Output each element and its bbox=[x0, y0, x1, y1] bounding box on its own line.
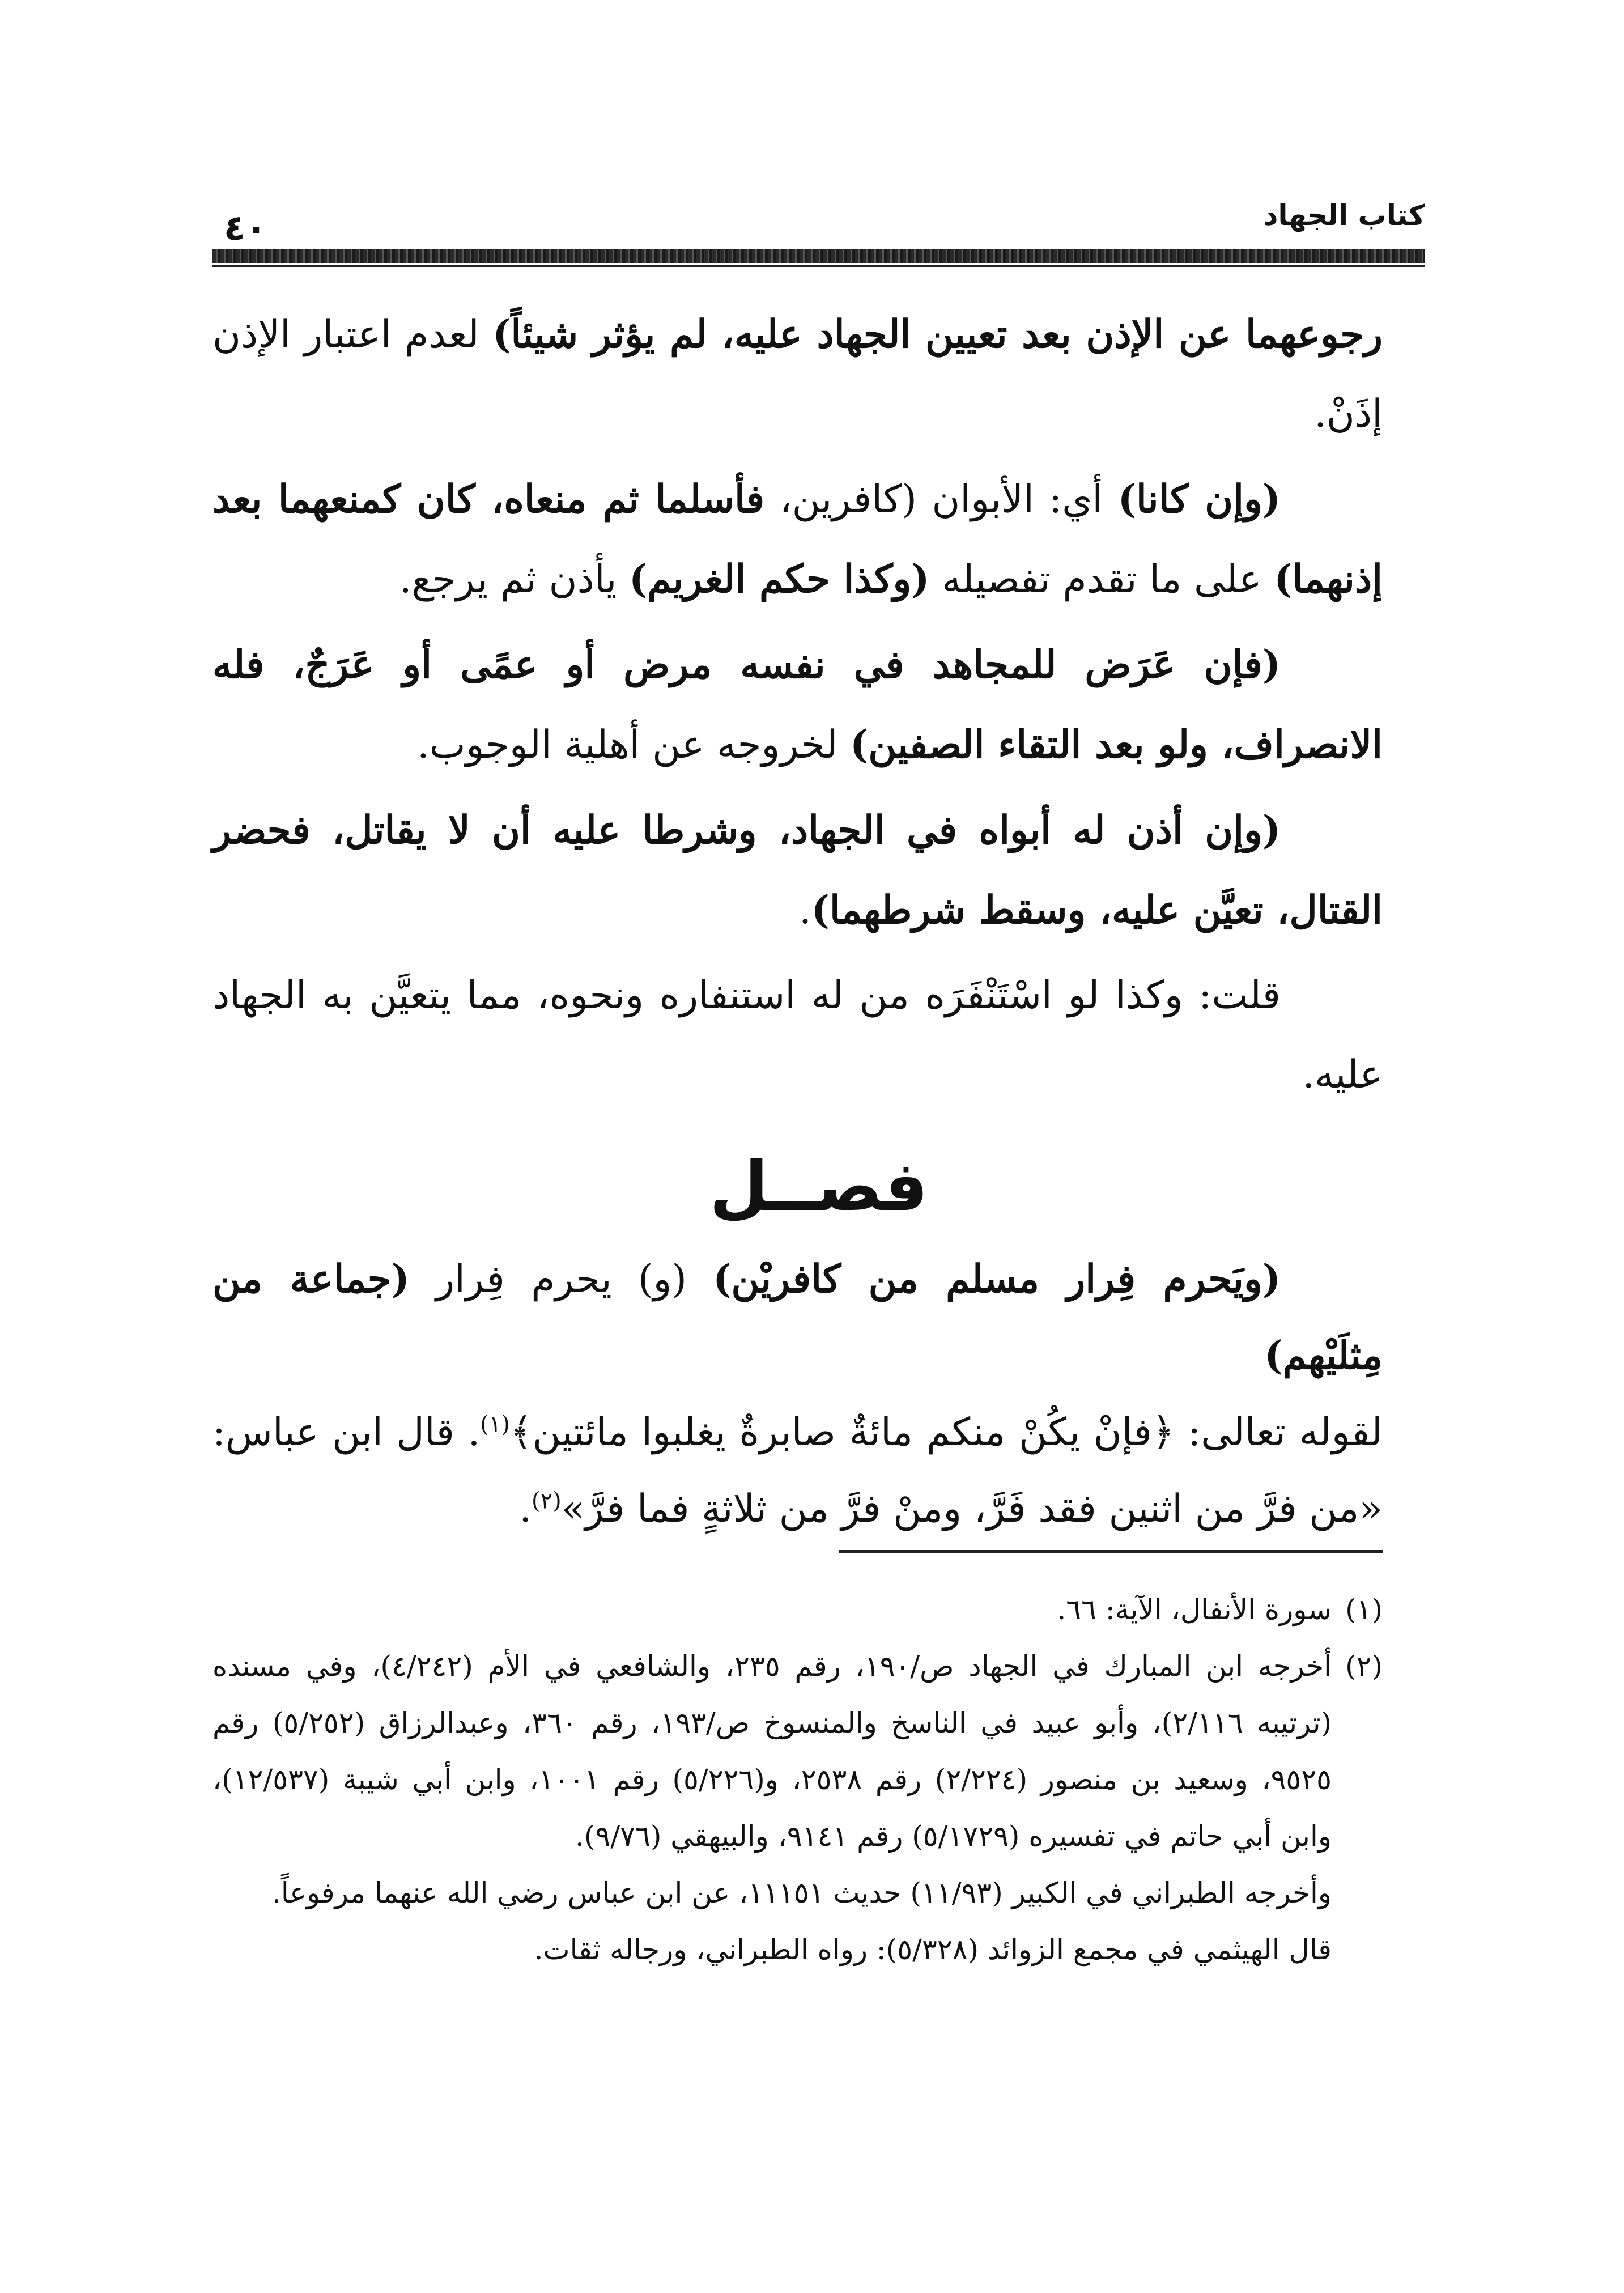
footnote-2-text: أخرجه ابن المبارك في الجهاد ص/١٩٠، رقم ٢٣٥، والشافعي في الأم (٤/٢٤٢)، وفي مسنده (ترتيبه ٢/١١٦)، وأبو عبيد في الناسخ والمنسوخ ص/١٩٣، رقم ٣٦٠، وعبدالرزاق (٥/٢٥٢) رقم ٩٥٢٥، وسعيد بن منصور (٢/٢٢٤) رقم ٢٥٣٨، و(٥/٢٢٦) رقم ١٠٠١، وابن أبي شيبة (١٢/٥٣٧)، وابن أبي حاتم في تفسيره (٥/١٧٢٩) رقم ٩١٤١، والبيهقي (٩/٧٦). bbox=[212, 1650, 1332, 1853]
paragraph-2-bold-3: (وكذا حكم الغريم) bbox=[629, 557, 930, 602]
section-paragraph-1-bold-1: (ويَحرم فِرار مسلم من كافريْن) bbox=[713, 1256, 1281, 1302]
paragraph-3 bbox=[212, 625, 1383, 785]
paragraph-5: قلت: وكذا لو اسْتَنْفَرَه من له استنفاره ونحوه، مما يتعيَّن به الجهاد عليه. bbox=[212, 973, 1383, 1097]
main-text bbox=[212, 295, 1383, 1120]
paragraph-1 bbox=[212, 295, 1383, 454]
section-heading: فصــل bbox=[709, 1148, 928, 1226]
section-text bbox=[212, 1241, 1383, 1547]
footnote-1 bbox=[212, 1581, 1383, 1638]
paragraph-2 bbox=[212, 460, 1383, 619]
paragraph-2-text-3: يأذن ثم يرجع. bbox=[399, 557, 629, 602]
footnote-2 bbox=[212, 1638, 1383, 1865]
section-paragraph-1 bbox=[212, 1241, 1383, 1394]
book-title: كتاب الجهاد bbox=[1263, 199, 1425, 232]
footnote-2-number: (٢) bbox=[1345, 1650, 1383, 1683]
paragraph-2-text-2: على ما تقدم تفصيله bbox=[929, 557, 1274, 602]
footnote-1-number: (١) bbox=[1345, 1593, 1383, 1626]
page-number: ٤٠ bbox=[224, 207, 267, 248]
footnote-1-text: سورة الأنفال، الآية: ٦٦. bbox=[1057, 1593, 1332, 1626]
paragraph-3-bold: (فإن عَرَض للمجاهد في نفسه مرض أو عمًى أو عَرَجٌ، فله الانصراف، ولو بعد التقاء الصفين) bbox=[212, 642, 1383, 767]
paragraph-1-bold: رجوعهما عن الإذن بعد تعيين الجهاد عليه، لم يؤثر شيئاً) bbox=[492, 312, 1383, 357]
header-rule bbox=[212, 249, 1425, 263]
section-paragraph-2-text-3: . bbox=[519, 1487, 532, 1531]
footnote-ref-2: (٢) bbox=[532, 1488, 562, 1514]
section-paragraph-2 bbox=[212, 1394, 1383, 1547]
paragraph-2-bold-1: (وإن كانا) bbox=[1117, 477, 1281, 522]
section-paragraph-2-text-2: . قال ابن عباس: «من فرَّ من اثنين فقد فَرَّ، ومنْ فرَّ من ثلاثةٍ فما فرَّ» bbox=[212, 1410, 1383, 1531]
footnote-separator bbox=[839, 1550, 1383, 1553]
footnote-2-continuation-2: قال الهيثمي في مجمع الزوائد (٥/٣٢٨): رواه الطبراني، ورجاله ثقات. bbox=[534, 1933, 1332, 1966]
footnotes bbox=[212, 1581, 1383, 1978]
paragraph-4-text: . bbox=[799, 888, 811, 933]
paragraph-1-text: لعدم اعتبار الإذن إذَنْ. bbox=[212, 312, 1383, 436]
paragraph-4 bbox=[212, 791, 1383, 950]
footnote-2-continuation-1: وأخرجه الطبراني في الكبير (١١/٩٣) حديث ١١١٥١، عن ابن عباس رضي الله عنهما مرفوعاً. bbox=[271, 1876, 1332, 1909]
header-rule-thin bbox=[212, 265, 1425, 267]
paragraph-2-text-1: أي: الأبوان (كافرين، bbox=[764, 477, 1118, 522]
running-head bbox=[212, 193, 1425, 249]
footnote-ref-1: (١) bbox=[480, 1411, 510, 1438]
section-paragraph-1-text-1: (و) يحرم فِرار bbox=[409, 1257, 713, 1302]
paragraph-3-text: لخروجه عن أهلية الوجوب. bbox=[417, 723, 851, 767]
paragraph-4-bold: (وإن أذن له أبواه في الجهاد، وشرطا عليه أن لا يقاتل، فحضر القتال، تعيَّن عليه، وسقط شرطهما) bbox=[212, 808, 1383, 933]
paragraph-2-bold-2: فأسلما ثم منعاه، كان كمنعهما بعد إذنهما) bbox=[212, 477, 1383, 602]
section-paragraph-2-text-1: لقوله تعالى: ﴿فإنْ يكُنْ منكم مائةٌ صابرةٌ يغلبوا مائتين﴾ bbox=[509, 1410, 1383, 1455]
section-paragraph-1-bold-2: (جماعة من مِثلَيْهم) bbox=[212, 1256, 1383, 1378]
